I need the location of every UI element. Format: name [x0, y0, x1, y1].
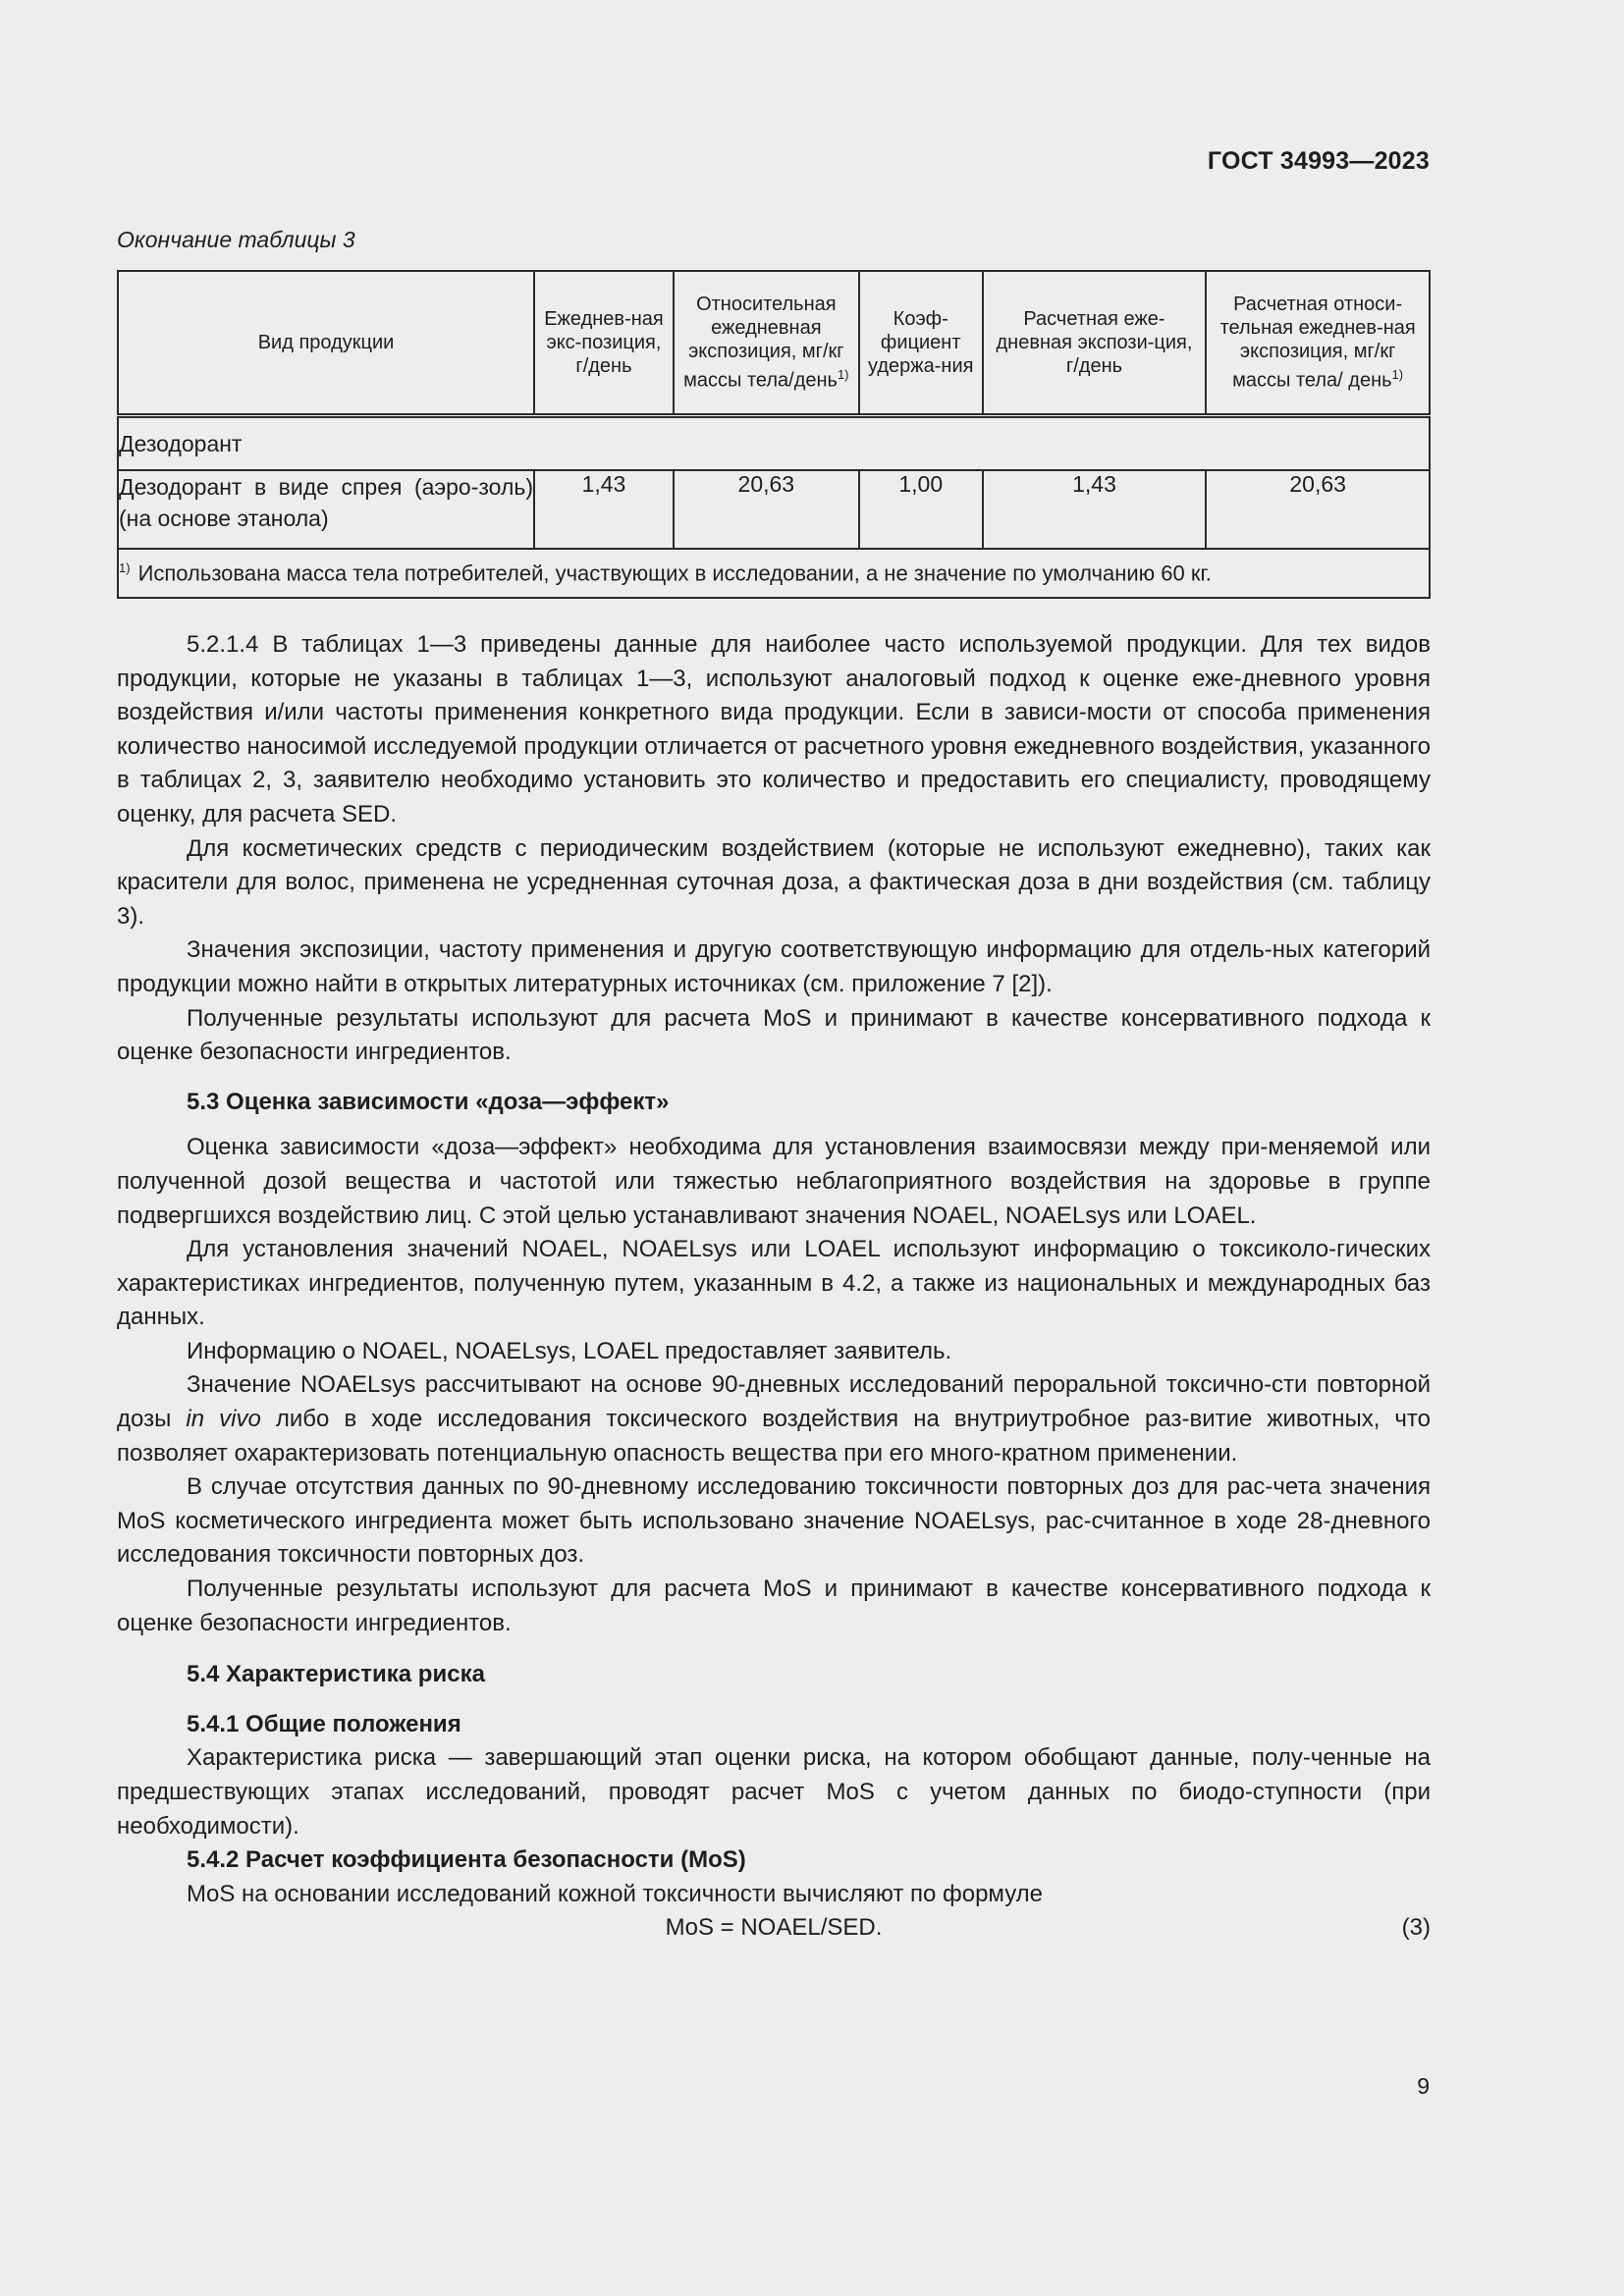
table-row: [118, 470, 1430, 549]
col-header-retention-factor: Коэф-фициент удержа-ния: [859, 271, 983, 416]
paragraph: Значения экспозиции, частоту применения и другую соответствующую информацию для отдель-ных категорий продукции можно найти в открытых литературных источниках (см. приложение 7 [2]).: [117, 936, 1431, 997]
standard-header: ГОСТ 34993—2023: [1207, 147, 1430, 175]
col-header-calc-relative-exposure: Расчетная относи-тельная ежеднев-ная экспозиция, мг/кг массы тела/ день$^{1)}$: [1206, 271, 1430, 416]
table-header-row: [118, 271, 1430, 416]
formula: [117, 1911, 1431, 1947]
paragraph: 5.2.1.4 В таблицах 1—3 приведены данные для наиболее часто используемой продукции. Для тех видов продукции, которые не указаны в таблицах 1—3, используют аналоговый подход к оценке еже-дневного уровня воздействия и/или частоты применения конкретного вида продукции. Если в зависи-мости от способа применения количество наносимой исследуемой продукции отличается от расчетного уровня ежедневного воздействия, указанного в таблицах 2, 3, заявителю необходимо установить это количество и предоставить его специалисту, проводящему оценку, для расчета SED.: [117, 631, 1431, 828]
cell-relative-exposure: 20,63: [674, 470, 859, 549]
footnote-mark: 1): [837, 367, 849, 383]
paragraph: В случае отсутствия данных по 90-дневному исследованию токсичности повторных доз для рас-чета значения MoS косметического ингредиента может быть использовано значение NOAELsys, рас-считанное в ходе 28-дневного исследования токсичности повторных доз.: [117, 1473, 1431, 1569]
footnote-text: Использована масса тела потребителей, участвующих в исследовании, а не значение по умолчанию 60 кг.: [137, 561, 1212, 586]
section-heading-5-4-2: 5.4.2 Расчет коэффициента безопасности (MoS): [187, 1846, 746, 1874]
col-header-calc-daily-exposure: Расчетная еже-дневная экспози-ция, г/день: [983, 271, 1207, 416]
paragraph: Полученные результаты используют для расчета MoS и принимают в качестве консервативного подхода к оценке безопасности ингредиентов.: [117, 1575, 1431, 1636]
cell-calc-daily-exposure: 1,43: [983, 470, 1207, 549]
cell-retention-factor: 1,00: [859, 470, 983, 549]
section-heading-5-4: 5.4 Характеристика риска: [187, 1661, 485, 1688]
section-heading-5-3: 5.3 Оценка зависимости «доза—эффект»: [187, 1088, 670, 1115]
group-label: Дезодорант: [118, 416, 1430, 471]
page-number: 9: [1417, 2073, 1430, 2099]
product-name: Дезодорант в виде спрея (аэро-золь) (на основе этанола): [118, 470, 534, 549]
paragraph: Значение NOAELsys рассчитывают на основе 90-дневных исследований пероральной токсично-сти повторной дозы in vivo либо в ходе исследования токсического воздействия на внутриутробное раз-витие животных, что позволяет охарактеризовать потенциальную опасность вещества при его много-кратном применении.: [117, 1371, 1431, 1467]
cell-daily-exposure: 1,43: [534, 470, 674, 549]
paragraph: Оценка зависимости «доза—эффект» необходима для установления взаимосвязи между при-меняемой или полученной дозой вещества и частотой или тяжестью неблагоприятного воздействия на здоровье в группе подвергшихся воздействию лиц. С этой целью устанавливают значения NOAEL, NOAELsys или LOAEL.: [117, 1134, 1431, 1229]
body-text: [117, 628, 1431, 1947]
paragraph: Для установления значений NOAEL, NOAELsys или LOAEL используют информацию о токсиколо-гических характеристиках ингредиентов, полученную путем, указанным в 4.2, а также из национальных и международных баз данных.: [117, 1236, 1431, 1331]
col-header-product: Вид продукции: [118, 271, 534, 416]
table-footnote: [118, 549, 1430, 598]
table-footnote-row: [118, 549, 1430, 598]
paragraph: Полученные результаты используют для расчета MoS и принимают в качестве консервативного подхода к оценке безопасности ингредиентов.: [117, 1004, 1431, 1066]
col-header-daily-exposure: Ежеднев-ная экс-позиция, г/день: [534, 271, 674, 416]
section-heading-5-4-1: 5.4.1 Общие положения: [187, 1710, 461, 1737]
footnote-mark: 1): [1391, 367, 1404, 383]
formula-expression: MoS = NOAEL/SED.: [665, 1914, 883, 1942]
formula-number: (3): [1401, 1914, 1431, 1942]
paragraph: Для косметических средств с периодическим воздействием (которые не используют ежедневно), таких как красители для волос, применена не усредненная суточная доза, а фактическая доза в дни воздействия (см. таблицу 3).: [117, 834, 1431, 930]
cell-calc-relative-exposure: 20,63: [1206, 470, 1430, 549]
table-caption: Окончание таблицы 3: [117, 227, 355, 252]
col-header-relative-exposure: Относительная ежедневная экспозиция, мг/кг массы тела/день$^{1)}$: [674, 271, 859, 416]
exposure-table: [117, 270, 1431, 599]
paragraph: Характеристика риска — завершающий этап оценки риска, на котором обобщают данные, полу-ченные на предшествующих этапах исследований, проводят расчет MoS с учетом данных по биодо-ступности (при необходимости).: [117, 1744, 1431, 1840]
footnote-mark: 1): [119, 560, 131, 575]
paragraph: MoS на основании исследований кожной токсичности вычисляют по формуле: [187, 1880, 1044, 1907]
in-vivo-italic: in vivo: [186, 1406, 261, 1433]
paragraph: Информацию о NOAEL, NOAELsys, LOAEL предоставляет заявитель.: [187, 1337, 952, 1364]
table-group-row: [118, 416, 1430, 471]
